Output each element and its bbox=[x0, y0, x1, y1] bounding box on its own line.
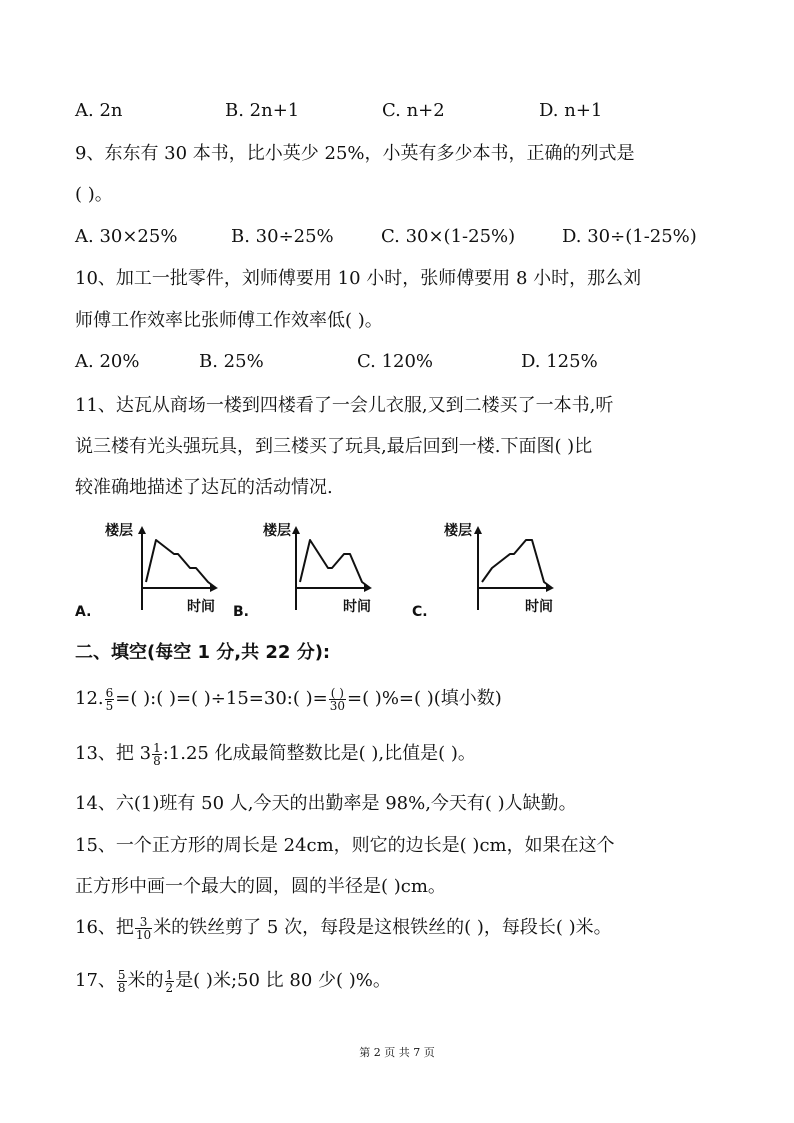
section-2-title: 二、填空(每空 1 分,共 22 分): bbox=[75, 642, 331, 663]
q11-line-1: 11、达瓦从商场一楼到四楼看了一会儿衣服,又到二楼买了一本书,听 bbox=[75, 395, 614, 416]
graph-c-line bbox=[482, 540, 552, 588]
q9-option-a: A. 30×25% bbox=[75, 226, 178, 247]
graph-c bbox=[412, 520, 572, 620]
q12-fraction-2: $\frac{( )}{30}$ bbox=[329, 685, 345, 713]
q9-option-c: C. 30×(1-25%) bbox=[381, 226, 516, 247]
graph-a-letter: A. bbox=[75, 604, 92, 620]
q12-fraction-1: $\frac{6}{5}$ bbox=[105, 685, 114, 713]
graph-b-letter: B. bbox=[233, 604, 249, 620]
graph-c-ylabel: 楼层 bbox=[444, 523, 472, 539]
q12 bbox=[75, 684, 502, 714]
graph-b bbox=[233, 520, 383, 620]
q8-option-d: D. n+1 bbox=[539, 100, 603, 121]
graph-a bbox=[75, 520, 225, 620]
q14: 14、六(1)班有 50 人,今天的出勤率是 98%,今天有( )人缺勤。 bbox=[75, 793, 577, 814]
q12-prefix: 12. bbox=[75, 688, 104, 709]
q12-suffix: =( )%=( )(填小数) bbox=[346, 688, 502, 709]
q10-line-1: 10、加工一批零件，刘师傅要用 10 小时，张师傅要用 8 小时，那么刘 bbox=[75, 268, 642, 289]
q13-fraction: $\frac{1}{8}$ bbox=[153, 740, 161, 768]
q9-line-2: ( )。 bbox=[75, 184, 113, 205]
q8-options bbox=[75, 99, 715, 123]
q13 bbox=[75, 739, 476, 769]
q17-fraction-2: $\frac{1}{2}$ bbox=[165, 967, 174, 995]
q10-option-a: A. 20% bbox=[75, 351, 140, 372]
q17-middle: 米的 bbox=[127, 970, 164, 991]
q10-options bbox=[75, 350, 635, 374]
q10-option-c: C. 120% bbox=[357, 351, 434, 372]
q13-prefix: 13、把 3 bbox=[75, 743, 152, 764]
q8-option-b: B. 2n+1 bbox=[225, 100, 300, 121]
q16-suffix: 米的铁丝剪了 5 次，每段是这根铁丝的( )，每段长( )米。 bbox=[153, 917, 612, 938]
q16 bbox=[75, 913, 612, 943]
graph-a-xlabel: 时间 bbox=[187, 599, 215, 615]
q15-line-2: 正方形中画一个最大的圆，圆的半径是( )cm。 bbox=[75, 876, 446, 897]
graph-a-ylabel: 楼层 bbox=[105, 523, 133, 539]
graph-b-ylabel: 楼层 bbox=[263, 523, 291, 539]
page-footer: 第 2 页 共 7 页 bbox=[359, 1046, 435, 1059]
graph-b-xlabel: 时间 bbox=[343, 599, 371, 615]
q16-fraction: $\frac{3}{10}$ bbox=[135, 914, 152, 942]
q8-option-a: A. 2n bbox=[75, 100, 123, 121]
q17-prefix: 17、 bbox=[75, 970, 116, 991]
q9-line-1: 9、东东有 30 本书，比小英少 25%，小英有多少本书，正确的列式是 bbox=[75, 143, 635, 164]
q10-option-b: B. 25% bbox=[199, 351, 264, 372]
q9-options bbox=[75, 225, 735, 249]
q11-line-3: 较准确地描述了达瓦的活动情况. bbox=[75, 477, 333, 498]
q9-option-b: B. 30÷25% bbox=[231, 226, 334, 247]
q17-fraction-1: $\frac{5}{8}$ bbox=[117, 967, 126, 995]
graph-c-letter: C. bbox=[412, 604, 428, 620]
q15-line-1: 15、一个正方形的周长是 24cm，则它的边长是( )cm，如果在这个 bbox=[75, 835, 615, 856]
q17-suffix: 是( )米;50 比 80 少( )%。 bbox=[175, 970, 391, 991]
q10-line-2: 师傅工作效率比张师傅工作效率低( )。 bbox=[75, 310, 383, 331]
q11-line-2: 说三楼有光头强玩具，到三楼买了玩具,最后回到一楼.下面图( )比 bbox=[75, 436, 593, 457]
q8-option-c: C. n+2 bbox=[382, 100, 445, 121]
graph-b-line bbox=[300, 540, 370, 588]
q12-middle: =( ):( )=( )÷15=30:( )= bbox=[115, 688, 328, 709]
q13-suffix: :1.25 化成最简整数比是( ),比值是( )。 bbox=[162, 743, 476, 764]
q16-prefix: 16、把 bbox=[75, 917, 134, 938]
q17 bbox=[75, 966, 391, 996]
graph-a-line bbox=[146, 540, 216, 588]
q9-option-d: D. 30÷(1-25%) bbox=[562, 226, 697, 247]
q10-option-d: D. 125% bbox=[521, 351, 598, 372]
graph-c-xlabel: 时间 bbox=[525, 599, 553, 615]
